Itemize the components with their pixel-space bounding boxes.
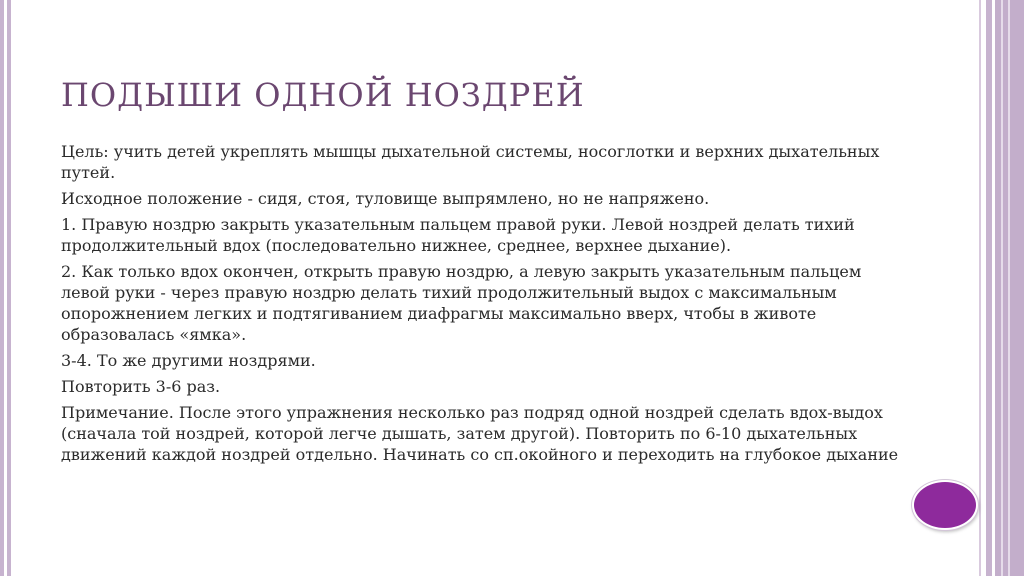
right-border-line bbox=[1008, 0, 1010, 576]
goal-paragraph: Цель: учить детей укреплять мышцы дыхательной системы, носоглотки и верхних дыхательных путей. bbox=[61, 142, 880, 182]
left-border-stripe bbox=[7, 0, 11, 576]
repeat-paragraph: Повторить 3-6 раз. bbox=[61, 377, 221, 396]
step-1-paragraph: 1. Правую ноздрю закрыть указательным пальцем правой руки. Левой ноздрей делать тихий продолжительный вдох (последовательно нижнее, среднее, верхнее дыхание). bbox=[61, 215, 855, 255]
decorative-circle bbox=[912, 480, 978, 530]
right-border-line bbox=[1001, 0, 1003, 576]
starting-position-paragraph: Исходное положение - сидя, стоя, туловище выпрямлено, но не напряжено. bbox=[61, 189, 710, 208]
step-3-4-paragraph: 3-4. То же другими ноздрями. bbox=[61, 351, 316, 370]
right-border-stripe bbox=[979, 0, 981, 576]
right-border-stripe bbox=[986, 0, 992, 576]
slide-body bbox=[61, 141, 901, 470]
note-paragraph: Примечание. После этого упражнения несколько раз подряд одной ноздрей сделать вдох-выдох (сначала той ноздрей, которой легче дышать, затем другой). Повторить по 6-10 дыхательных движений каждой ноздрей отдельно. Начинать со сп.окойного и переходить на глубокое дыхание bbox=[61, 403, 899, 464]
left-border-stripe bbox=[0, 0, 4, 576]
step-2-paragraph: 2. Как только вдох окончен, открыть правую ноздрю, а левую закрыть указательным пальцем левой руки - через правую ноздрю делать тихий продолжительный выдох с максимальным опорожнением легких и подтягиванием диафрагмы максимально вверх, чтобы в животе образовалась «ямка». bbox=[61, 262, 862, 344]
slide-title: ПОДЫШИ ОДНОЙ НОЗДРЕЙ bbox=[61, 76, 585, 114]
